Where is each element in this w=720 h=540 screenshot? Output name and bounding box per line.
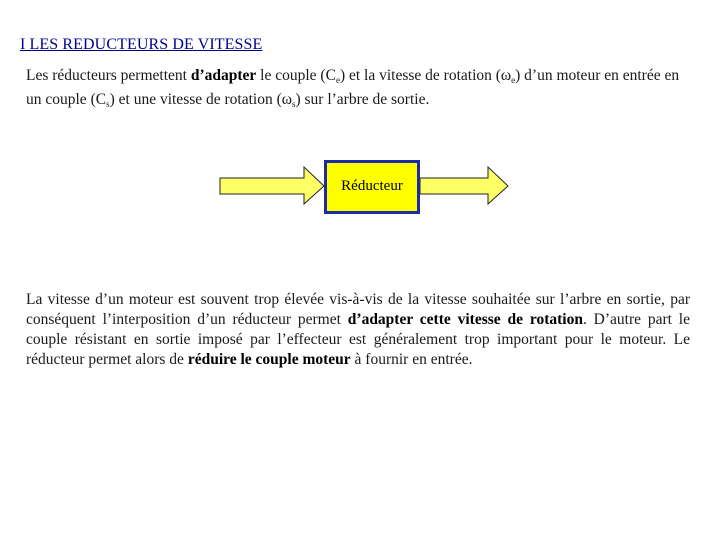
subscript-cs: s [106, 99, 110, 109]
explanation-bold-adapter: d’adapter cette vitesse de rotation [347, 311, 583, 328]
explanation-paragraph [26, 290, 690, 370]
explanation-text-1: La vitesse d’un moteur est souvent trop élevée vis-à-vis de la vitesse souhaitée sur l’arbre en sortie, par conséquent l’interposition d’un réducteur permet [26, 291, 690, 328]
explanation-bold-reduire: réduire le couple moteur [187, 351, 351, 368]
subscript-ce: e [335, 75, 340, 85]
intro-text-1: Les réducteurs permettent [26, 67, 191, 84]
intro-text-4: ) d’un moteur en entrée en un couple (C [26, 67, 680, 108]
subscript-ws: s [291, 99, 296, 109]
output-arrow [420, 167, 508, 204]
reducer-label: Réducteur [341, 178, 403, 194]
input-arrow [220, 167, 324, 204]
explanation-text-2: . D’autre part le couple résistant en sortie imposé par l’effecteur est généralement trop important pour le moteur. Le réducteur permet alors de [26, 311, 690, 368]
intro-text-3: ) et la vitesse de rotation (ω [339, 67, 512, 84]
subscript-we: e [511, 75, 516, 85]
explanation-text-3: à fournir en entrée. [350, 351, 473, 368]
content-image [18, 58, 702, 398]
section-heading: I LES REDUCTEURS DE VITESSE [20, 36, 263, 53]
intro-text-2: le couple (C [256, 67, 336, 84]
intro-text-5: ) et une vitesse de rotation (ω [109, 91, 292, 108]
intro-bold-adapter: d’adapter [190, 67, 257, 84]
intro-text-6: ) sur l’arbre de sortie. [295, 91, 430, 108]
reducer-box [324, 160, 420, 214]
